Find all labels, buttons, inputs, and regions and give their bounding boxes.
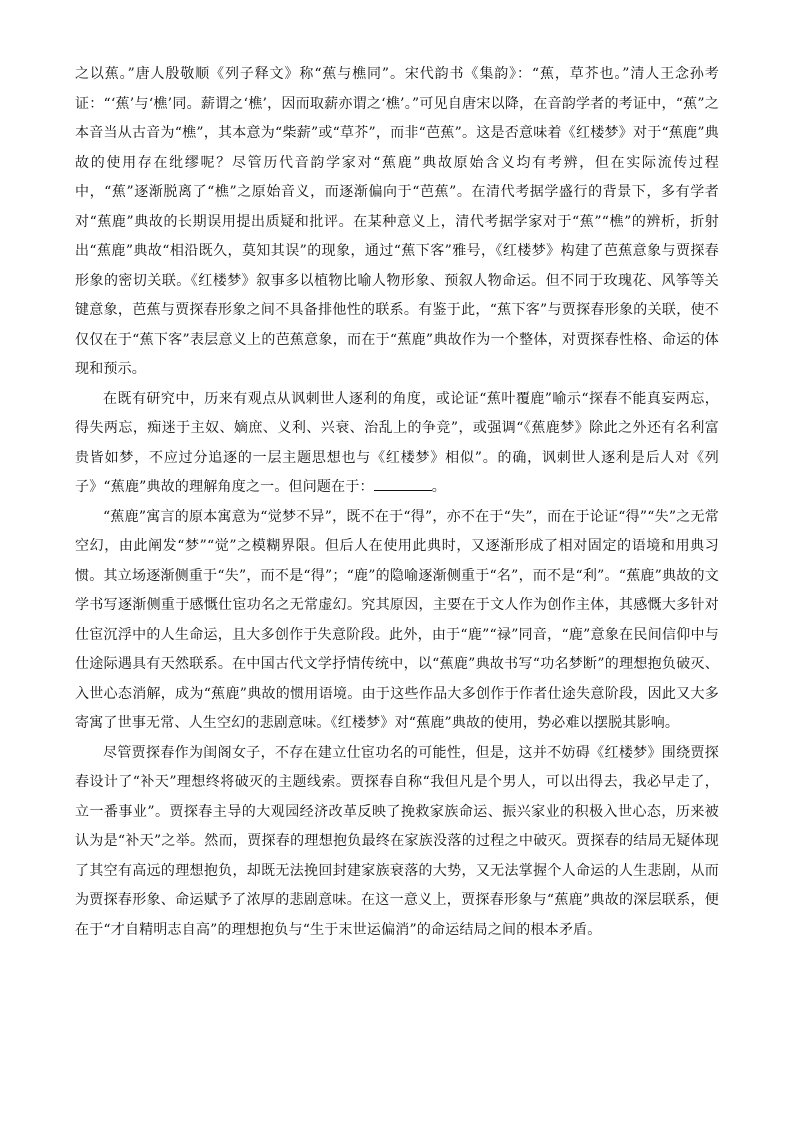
article-body xyxy=(75,60,719,945)
fill-in-blank[interactable] xyxy=(374,476,432,491)
paragraph-2-text: 在既有研究中，历来有观点从讽刺世人逐利的角度，或论证“蕉叶覆鹿”喻示“探春不能真妄两忘，得失两忘，痴迷于主奴、嫡庶、义利、兴衰、治乱上的争竞”，或强调“《蕉鹿梦》除此之外还有名利富贵皆如梦，不应过分追逐的一层主题思想也与《红楼梦》相似”。的确，讽刺世人逐利是后人对《列子》“蕉鹿”典故的理解角度之一。但问题在于： xyxy=(75,390,719,495)
paragraph-4-text: 尽管贾探春作为闺阁女子，不存在建立仕宦功名的可能性，但是，这并不妨碍《红楼梦》围绕贾探春设计了“补天”理想终将破灭的主题线索。贾探春自称“我但凡是个男人，可以出得去，我必早走了，立一番事业”。贾探春主导的大观园经济改革反映了挽救家族命运、振兴家业的积极入世心态，历来被认为是“补天”之举。然而，贾探春的理想抱负最终在家族没落的过程之中破灭。贾探春的结局无疑体现了其空有高远的理想抱负，却既无法挽回封建家族衰落的大势，又无法掌握个人命运的人生悲剧，从而为贾探春形象、命运赋予了浓厚的悲剧意味。在这一意义上，贾探春形象与“蕉鹿”典故的深层联系，便在于“才自精明志自高”的理想抱负与“生于末世运偏消”的命运结局之间的根本矛盾。 xyxy=(75,744,719,938)
paragraph-4 xyxy=(75,739,719,946)
paragraph-1 xyxy=(75,60,719,385)
paragraph-1-text: 之以蕉。”唐人殷敬顺《列子释文》称“蕉与樵同”。宋代韵书《集韵》：“蕉，草芥也。”清人王念孙考证：“‘蕉’与‘樵’同。薪谓之‘樵’，因而取薪亦谓之‘樵’。”可见自唐宋以降，在音韵学者的考证中，“蕉”之本音当从古音为“樵”，其本意为“柴薪”或“草芥”，而非“芭蕉”。这是否意味着《红楼梦》对于“蕉鹿”典故的使用存在纰缪呢？尽管历代音韵学家对“蕉鹿”典故原始含义均有考辨，但在实际流传过程中，“蕉”逐渐脱离了“樵”之原始音义，而逐渐偏向于“芭蕉”。在清代考据学盛行的背景下，多有学者对“蕉鹿”典故的长期误用提出质疑和批评。在某种意义上，清代考据学家对于“蕉”“樵”的辨析，折射出“蕉鹿”典故“相沿既久，莫知其误”的现象，通过“蕉下客”雅号，《红楼梦》构建了芭蕉意象与贾探春形象的密切关联。《红楼梦》叙事多以植物比喻人物形象、预叙人物命运。但不同于玫瑰花、风筝等关键意象，芭蕉与贾探春形象之间不具备排他性的联系。有鉴于此，“蕉下客”与贾探春形象的关联，使不仅仅在于“蕉下客”表层意义上的芭蕉意象，而在于“蕉鹿”典故作为一个整体，对贾探春性格、命运的体现和预示。 xyxy=(75,66,719,377)
paragraph-3 xyxy=(75,503,719,739)
paragraph-3-text: “蕉鹿”寓言的原本寓意为“觉梦不异”，既不在于“得”，亦不在于“失”，而在于论证“得”“失”之无常空幻，由此阐发“梦”“觉”之模糊界限。但后人在使用此典时，又逐渐形成了相对固定的语境和用典习惯。其立场逐渐侧重于“失”，而不是“得”；“鹿”的隐喻逐渐侧重于“名”，而不是“利”。“蕉鹿”典故的文学书写逐渐侧重于感慨仕宦功名之无常虚幻。究其原因，主要在于文人作为创作主体，其感慨大多针对仕宦沉浮中的人生命运，且大多创作于失意阶段。此外，由于“鹿”“禄”同音，“鹿”意象在民间信仰中与仕途际遇具有天然联系。在中国古代文学抒情传统中，以“蕉鹿”典故书写“功名梦断”的理想抱负破灭、入世心态消解，成为“蕉鹿”典故的惯用语境。由于这些作品大多创作于作者仕途失意阶段，因此又大多寄寓了世事无常、人生空幻的悲剧意味。《红楼梦》对“蕉鹿”典故的使用，势必难以摆脱其影响。 xyxy=(75,508,719,731)
paragraph-2-end: 。 xyxy=(431,479,446,495)
paragraph-2 xyxy=(75,385,719,503)
